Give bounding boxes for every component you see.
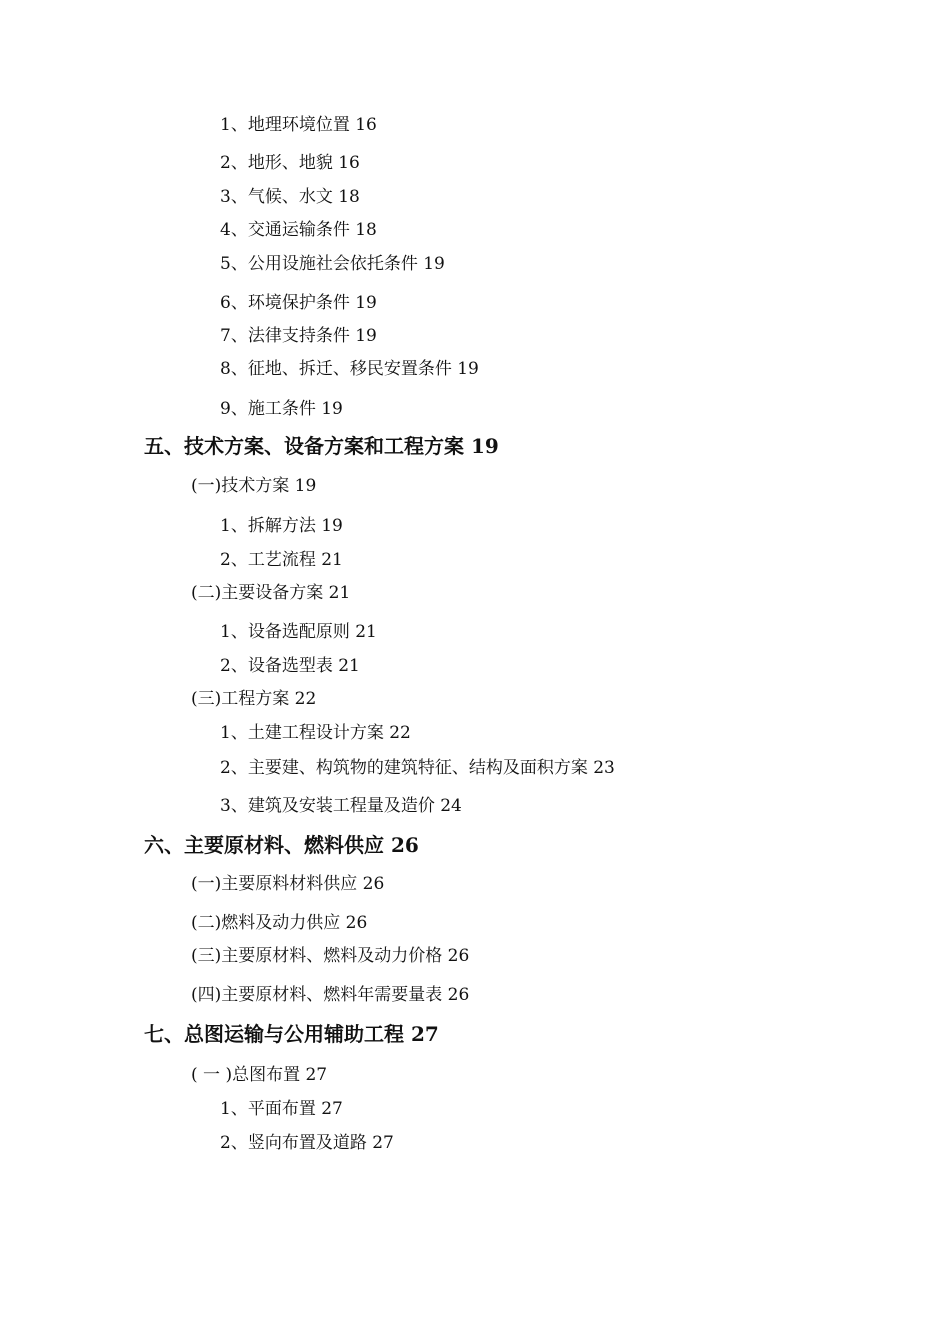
toc-item: 1、地理环境位置 16 bbox=[220, 115, 377, 135]
toc-section: (三)工程方案 22 bbox=[191, 689, 317, 709]
toc-item: 7、法律支持条件 19 bbox=[220, 326, 377, 346]
toc-item: 2、竖向布置及道路 27 bbox=[220, 1133, 394, 1153]
toc-section: (四)主要原材料、燃料年需要量表 26 bbox=[191, 985, 470, 1005]
toc-section: (一)主要原料材料供应 26 bbox=[191, 874, 385, 894]
toc-section: ( 一 )总图布置 27 bbox=[191, 1065, 328, 1085]
toc-heading: 五、技术方案、设备方案和工程方案 19 bbox=[144, 434, 499, 458]
toc-item: 3、气候、水文 18 bbox=[220, 187, 360, 207]
toc-section: (一)技术方案 19 bbox=[191, 476, 317, 496]
toc-item: 2、地形、地貌 16 bbox=[220, 153, 360, 173]
toc-item: 1、拆解方法 19 bbox=[220, 516, 343, 536]
toc-item: 9、施工条件 19 bbox=[220, 399, 343, 419]
toc-item: 1、平面布置 27 bbox=[220, 1099, 343, 1119]
toc-item: 8、征地、拆迁、移民安置条件 19 bbox=[220, 359, 479, 379]
toc-item: 3、建筑及安装工程量及造价 24 bbox=[220, 796, 462, 816]
toc-item: 4、交通运输条件 18 bbox=[220, 220, 377, 240]
toc-item: 1、设备选配原则 21 bbox=[220, 622, 377, 642]
toc-section: (三)主要原材料、燃料及动力价格 26 bbox=[191, 946, 470, 966]
toc-item: 1、土建工程设计方案 22 bbox=[220, 723, 411, 743]
toc-heading: 六、主要原材料、燃料供应 26 bbox=[144, 833, 419, 857]
toc-item: 5、公用设施社会依托条件 19 bbox=[220, 254, 445, 274]
toc-item: 6、环境保护条件 19 bbox=[220, 293, 377, 313]
toc-section: (二)主要设备方案 21 bbox=[191, 583, 351, 603]
toc-section: (二)燃料及动力供应 26 bbox=[191, 913, 368, 933]
toc-item: 2、主要建、构筑物的建筑特征、结构及面积方案 23 bbox=[220, 758, 615, 778]
toc-item: 2、设备选型表 21 bbox=[220, 656, 360, 676]
toc-heading: 七、总图运输与公用辅助工程 27 bbox=[144, 1022, 439, 1046]
toc-item: 2、工艺流程 21 bbox=[220, 550, 343, 570]
